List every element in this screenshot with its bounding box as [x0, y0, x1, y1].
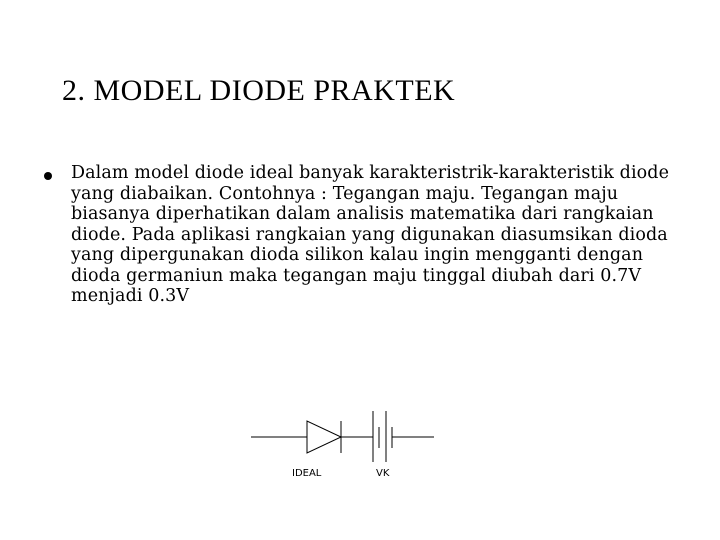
- bullet-item: [44, 163, 684, 307]
- diode-circuit-diagram: [248, 402, 448, 492]
- bullet-dot-icon: [44, 172, 52, 180]
- slide-title: 2. MODEL DIODE PRAKTEK: [62, 74, 456, 107]
- circuit-svg: [248, 402, 448, 492]
- diode-triangle-icon: [307, 421, 341, 453]
- diode-label: IDEAL: [292, 468, 322, 479]
- source-label: VK: [376, 468, 390, 479]
- bullet-text: Dalam model diode ideal banyak karakteristrik-karakteristik diode yang diabaikan. Contohnya : Tegangan maju. Tegangan maju biasanya diperhatikan dalam analisis matematika dari rangkaian diode. Pada aplikasi rangkaian yang digunakan diasumsikan dioda yang dipergunakan dioda silikon kalau ingin mengganti dengan dioda germaniun maka tegangan maju tinggal diubah dari 0.7V menjadi 0.3V: [71, 163, 670, 306]
